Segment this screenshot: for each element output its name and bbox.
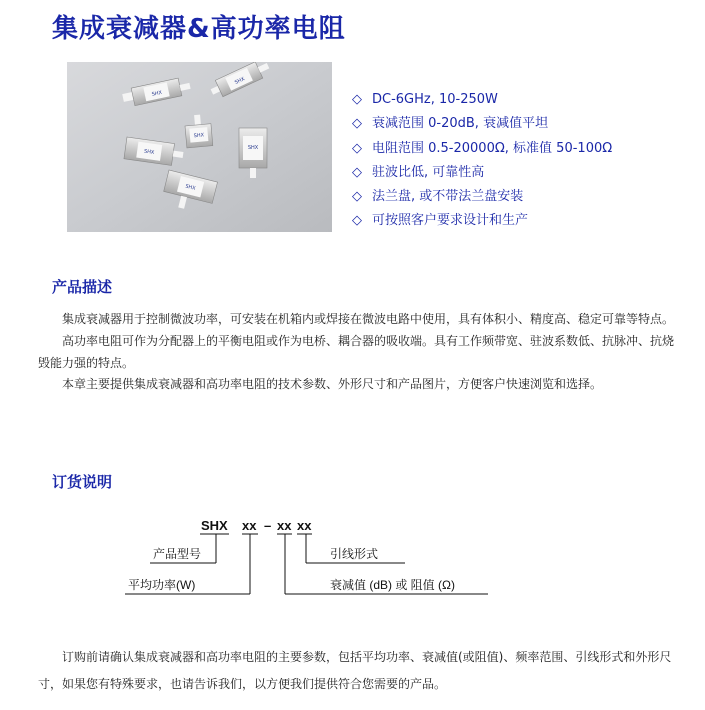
- description-text: [38, 309, 678, 396]
- ordering-note: [38, 644, 678, 698]
- description-paragraph: 高功率电阻可作为分配器上的平衡电阻或作为电桥、耦合器的吸收端。具有工作频带宽、驻波系数低、抗脉冲、抗烧毁能力强的特点。: [38, 333, 675, 370]
- component-label: SHX: [143, 148, 155, 156]
- component-label: SHX: [184, 183, 197, 192]
- label-power: 平均功率(W): [128, 578, 196, 592]
- section-heading-ordering: 订货说明: [52, 473, 113, 491]
- component-label: SHX: [151, 89, 163, 98]
- feature-item: ◇ 法兰盘, 或不带法兰盘安装: [352, 185, 612, 209]
- code-separator: –: [264, 518, 272, 533]
- diamond-outline-icon: ◇: [352, 116, 362, 132]
- diamond-outline-icon: ◇: [352, 92, 362, 107]
- diamond-outline-icon: ◇: [352, 140, 362, 156]
- ordering-note-paragraph: 订购前请确认集成衰减器和高功率电阻的主要参数，包括平均功率、衰减值(或阻值)、频率范围、引线形式和外形尺寸，如果您有特殊要求，也请告诉我们，以方便我们提供符合您需要的产品。: [38, 650, 672, 691]
- code-atten: xx: [277, 518, 292, 533]
- description-paragraph: 本章主要提供集成衰减器和高功率电阻的技术参数、外形尺寸和产品图片，方便客户快速浏览和选择。: [62, 377, 603, 392]
- feature-item: ◇ 衰减范围 0-20dB, 衰减值平坦: [352, 112, 612, 136]
- component-label: SHX: [233, 76, 246, 86]
- feature-item: ◇ 驻波比低, 可靠性高: [352, 161, 612, 185]
- product-photo: [67, 62, 332, 232]
- diamond-outline-icon: ◇: [352, 189, 362, 205]
- feature-item: ◇ 可按照客户要求设计和生产: [352, 209, 612, 233]
- part-number-diagram: [0, 505, 705, 615]
- label-model: 产品型号: [153, 547, 202, 561]
- feature-list: [352, 88, 612, 234]
- label-atten: 衰减值 (dB) 或 阻值 (Ω): [330, 578, 455, 592]
- section-heading-description: 产品描述: [52, 278, 113, 296]
- code-prefix: SHX: [201, 518, 228, 533]
- component-label: SHX: [247, 145, 259, 151]
- page-title: 集成衰减器&高功率电阻: [52, 14, 346, 44]
- diamond-outline-icon: ◇: [352, 213, 362, 229]
- component-label: SHX: [193, 132, 205, 140]
- code-power: xx: [242, 518, 257, 533]
- diamond-outline-icon: ◇: [352, 164, 362, 180]
- feature-item: ◇ 电阻范围 0.5-20000Ω, 标准值 50-100Ω: [352, 137, 612, 161]
- code-lead: xx: [297, 518, 312, 533]
- feature-item: ◇ DC-6GHz, 10-250W: [352, 88, 612, 112]
- label-lead: 引线形式: [330, 547, 379, 561]
- description-paragraph: 集成衰减器用于控制微波功率，可安装在机箱内或焊接在微波电路中使用，具有体积小、精度高、稳定可靠等特点。: [62, 312, 675, 326]
